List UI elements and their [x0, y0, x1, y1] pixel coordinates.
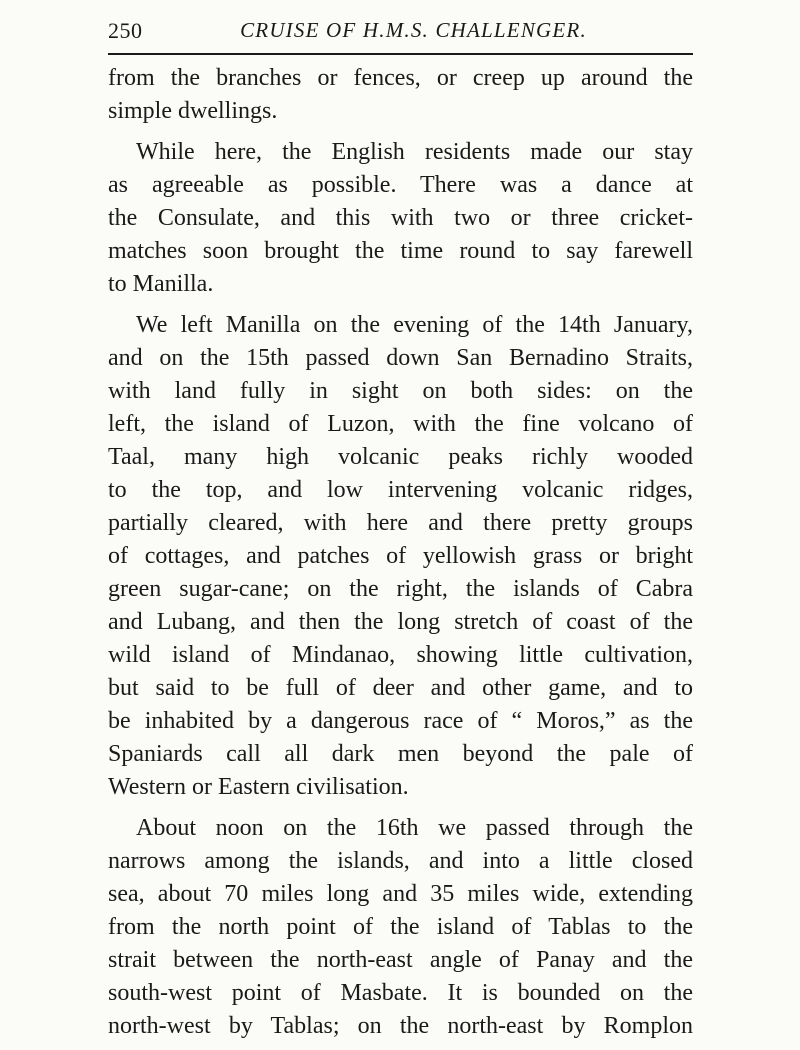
text-line: green sugar-cane; on the right, the islands of Cabra — [108, 576, 693, 602]
text-line: While here, the English residents made our stay — [136, 139, 693, 165]
text-line: and Lubang, and then the long stretch of coast of the — [108, 609, 693, 635]
text-line: south-west point of Masbate. It is bounded on the — [108, 980, 693, 1006]
text-line: matches soon brought the time round to say farewell — [108, 238, 693, 264]
text-line: wild island of Mindanao, showing little cultivation, — [108, 642, 693, 668]
text-line: narrows among the islands, and into a little closed — [108, 848, 693, 874]
text-line: strait between the north-east angle of Panay and the — [108, 947, 693, 973]
text-line: from the north point of the island of Tablas to the — [108, 914, 693, 940]
text-line: Taal, many high volcanic peaks richly wooded — [108, 444, 693, 470]
text-line: to the top, and low intervening volcanic ridges, — [108, 477, 693, 503]
text-line: Spaniards call all dark men beyond the pale of — [108, 741, 693, 767]
paragraph-continuation — [108, 62, 693, 128]
text-line: as agreeable as possible. There was a dance at — [108, 172, 693, 198]
text-line: with land fully in sight on both sides: on the — [108, 378, 693, 404]
running-title: CRUISE OF H.M.S. CHALLENGER. — [240, 18, 587, 42]
paragraph-left-manilla — [108, 309, 693, 804]
text-line: from the branches or fences, or creep up around the — [108, 65, 693, 91]
text-line: of cottages, and patches of yellowish grass or bright — [108, 543, 693, 569]
text-line: Western or Eastern civilisation. — [108, 774, 409, 800]
text-line: the Consulate, and this with two or three cricket- — [108, 205, 693, 231]
text-line: to Manilla. — [108, 271, 214, 297]
text-line: sea, about 70 miles long and 35 miles wide, extending — [108, 881, 693, 907]
text-line: and on the 15th passed down San Bernadino Straits, — [108, 345, 693, 371]
text-line: partially cleared, with here and there pretty groups — [108, 510, 693, 536]
page-number: 250 — [108, 18, 143, 43]
header-rule — [108, 53, 693, 55]
text-line: left, the island of Luzon, with the fine volcano of — [108, 411, 693, 437]
paragraph-english-residents — [108, 136, 693, 301]
text-line: About noon on the 16th we passed through the — [136, 815, 693, 841]
text-line: but said to be full of deer and other game, and to — [108, 675, 693, 701]
running-head — [108, 18, 693, 48]
text-line: be inhabited by a dangerous race of “ Moros,” as the — [108, 708, 693, 734]
paragraph-about-noon — [108, 812, 693, 1043]
text-line: north-west by Tablas; on the north-east by Romplon — [108, 1013, 693, 1039]
text-line: We left Manilla on the evening of the 14th January, — [136, 312, 693, 338]
body-text — [108, 62, 693, 1043]
text-line: simple dwellings. — [108, 98, 278, 124]
